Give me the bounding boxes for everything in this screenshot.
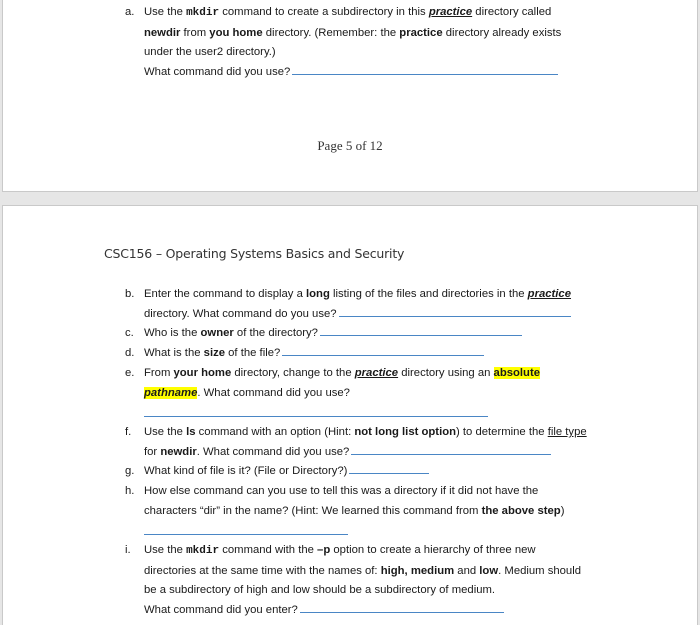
- item-marker: a.: [125, 6, 135, 18]
- page-header: CSC156 – Operating Systems Basics and Security: [104, 246, 405, 261]
- question-a-line-2: newdir from you home directory. (Remember: the practice directory already exists: [144, 26, 562, 39]
- item-marker: c.: [125, 327, 134, 339]
- answer-blank-h[interactable]: [144, 534, 348, 535]
- item-marker: g.: [125, 465, 135, 477]
- answer-blank-g[interactable]: [349, 473, 429, 474]
- item-marker: b.: [125, 288, 135, 300]
- document-page-5: [2, 0, 698, 192]
- item-marker: h.: [125, 485, 135, 497]
- item-marker: f.: [125, 426, 132, 438]
- item-marker: i.: [125, 544, 131, 556]
- answer-blank-b[interactable]: [339, 316, 571, 317]
- item-marker: d.: [125, 347, 135, 359]
- page-footer: Page 5 of 12: [317, 138, 383, 153]
- question-a-line-4: What command did you use?: [144, 63, 604, 83]
- document-page-6: CSC156 – Operating Systems Basics and Security b. Enter the command to display a long listing of the files and directories in the practice directory. What command do you use? c. Who is the owner of the directory? d. What is the size of the file? e. From your home directory, change to the practice directory using an absolute pathname. What command did you use? f. Use the ls command with an option (Hint: not long list option) to determine the file type for newdir. What command did you use? g. What kind of file is it? (File or Directory?) h. How else command can you use to tell this was a directory if it did not have the characters “dir” in the name? (Hint: We learned this command from the above step) i. Use the mkdir command with the –p option to create a hierarchy of three new directories at the same time with the names of: high, medium and low. Medium should be a subdirectory of high and low should be a subdirectory of medium. What command did you enter?: [2, 205, 698, 625]
- answer-blank-e[interactable]: [144, 416, 488, 417]
- question-a-line-3: under the user2 directory.): [144, 46, 276, 58]
- item-marker: e.: [125, 367, 135, 379]
- answer-blank-i[interactable]: [300, 612, 504, 613]
- answer-blank-d[interactable]: [282, 355, 484, 356]
- answer-blank-f[interactable]: [351, 454, 551, 455]
- answer-blank-a[interactable]: [292, 74, 558, 75]
- answer-blank-c[interactable]: [320, 335, 522, 336]
- question-a-line-1: Use the mkdir command to create a subdirectory in this practice directory called: [144, 6, 552, 19]
